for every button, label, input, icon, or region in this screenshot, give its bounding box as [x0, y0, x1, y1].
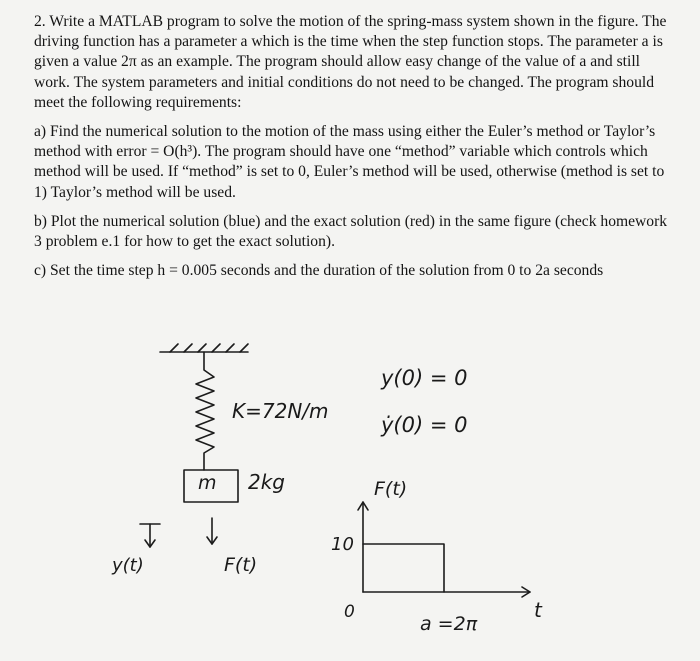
- displacement-label: y(t): [112, 555, 144, 576]
- requirement-a: a) Find the numerical solution to the motion of the mass using either the Euler’s method or Taylor’s method with error = O(h³). The program should have one “method” variable which controls which method will be used. If “method” is set to 0, Euler’s method will be used, otherwise (method is set to 1) Taylor’s method will be used.: [34, 123, 665, 201]
- spring-constant-label: K=72N/m: [232, 399, 329, 423]
- mass-value-label: 2kg: [248, 470, 286, 494]
- graph-level-label: 10: [331, 534, 354, 555]
- requirement-c: c) Set the time step h = 0.005 seconds and the duration of the solution from 0 to 2a seconds: [34, 262, 604, 280]
- step-pulse: [363, 544, 444, 592]
- graph-end-label: a =2π: [420, 613, 478, 635]
- spring: [196, 352, 214, 470]
- requirement-b: b) Plot the numerical solution (blue) and the exact solution (red) in the same figure (check homework 3 problem e.1 for how to get the exact solution).: [34, 212, 668, 251]
- problem-text: [34, 12, 674, 281]
- initial-position-label: y(0) = 0: [381, 366, 468, 390]
- mass-label: m: [198, 472, 217, 494]
- force-label: F(t): [224, 554, 258, 576]
- graph-title: F(t): [374, 478, 408, 500]
- graph-axis-label: t: [534, 598, 542, 622]
- ceiling-hatch: [170, 344, 248, 352]
- spring-mass-figure: [0, 330, 700, 661]
- graph-origin-label: 0: [344, 602, 355, 622]
- initial-velocity-label: ẏ(0) = 0: [381, 413, 468, 437]
- problem-intro: 2. Write a MATLAB program to solve the motion of the spring-mass system shown in the figure. The driving function has a parameter a which is the time when the step function stops. The parameter a is given a value 2π as an example. The program should allow easy change of the value of a and still work. The system parameters and initial conditions do not need to be changed. The program should meet the following requirements:: [34, 13, 667, 111]
